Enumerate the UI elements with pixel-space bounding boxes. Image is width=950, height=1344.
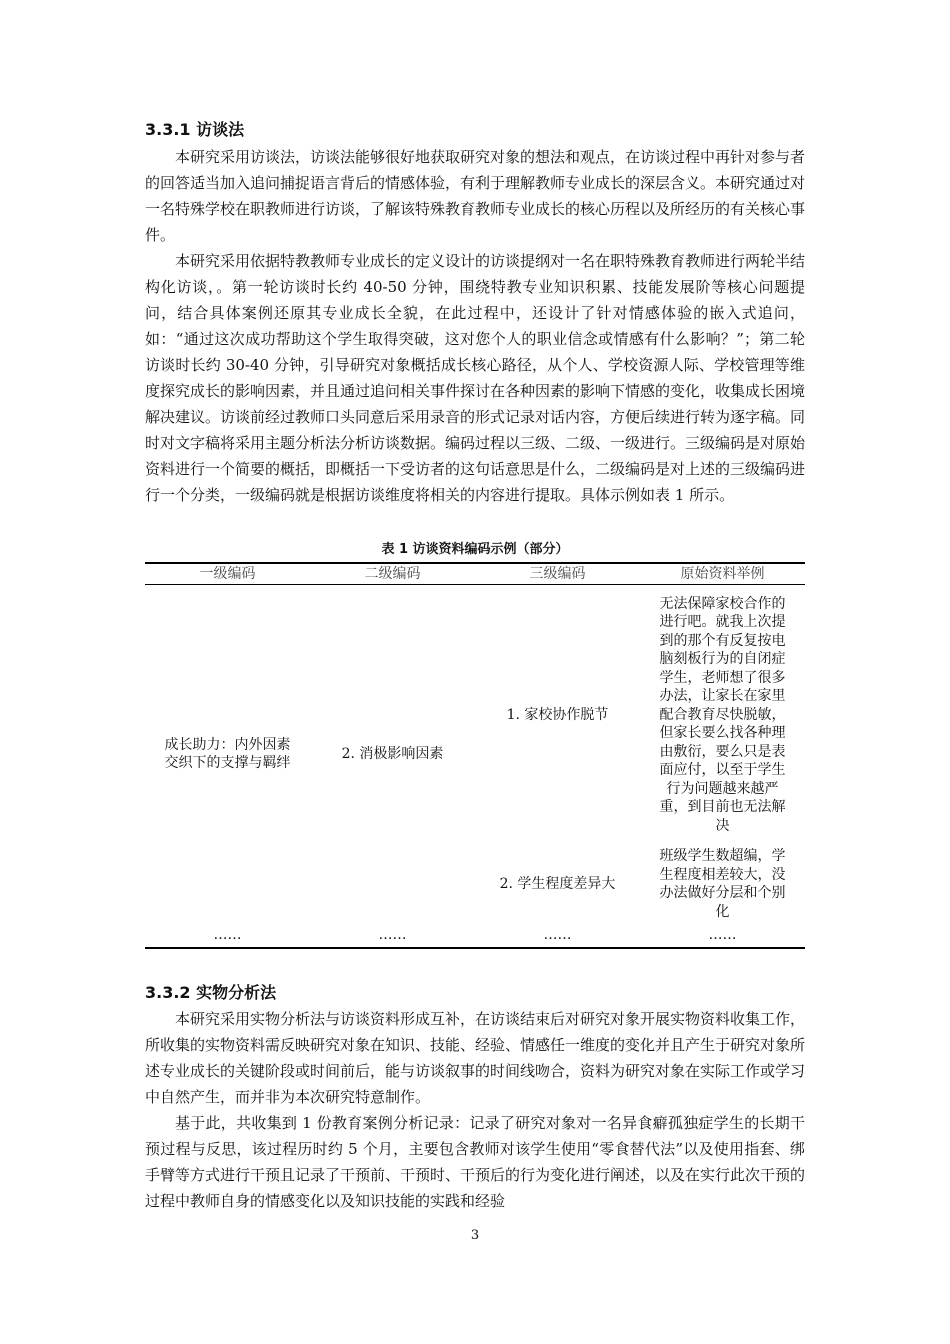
section-heading-interview: 3.3.1 访谈法	[145, 120, 245, 139]
paragraph: 基于此，共收集到 1 份教育案例分析记录：记录了研究对象对一名异食癖孤独症学生的长期干预过程与反思，该过程历时约 5 个月，主要包含教师对该学生使用“零食替代法”以及使用指套、绑手臂等方式进行干预且记录了干预前、干预时、干预后的行为变化进行阐述，以及在实行此次干预的过程中教师自身的情感变化以及知识技能的实践和经验	[145, 1114, 806, 1210]
paragraph: 本研究采用实物分析法与访谈资料形成互补，在访谈结束后对研究对象开展实物资料收集工作，所收集的实物资料需反映研究对象在知识、技能、经验、情感任一维度的变化并且产生于研究对象所述专业成长的关键阶段或时间前后，能与访谈叙事的时间线吻合，资料为研究对象在实际工作或学习中自然产生，而并非为本次研究特意制作。	[145, 1010, 806, 1106]
ellipsis-cell: ……	[640, 923, 805, 948]
coding-table	[145, 562, 805, 949]
table-caption: 表 1 访谈资料编码示例（部分）	[381, 542, 569, 557]
column-header: 一级编码	[145, 563, 310, 585]
ellipsis-cell: ……	[475, 923, 640, 948]
level2-cell: 2. 消极影响因素	[341, 745, 444, 762]
table-row-ellipsis	[145, 923, 805, 948]
paragraph: 本研究采用依据特教教师专业成长的定义设计的访谈提纲对一名在职特殊教育教师进行两轮半结构化访谈，。第一轮访谈时长约 40-50 分钟，围绕特教专业知识积累、技能发展阶等核心问题提问，结合具体案例还原其专业成长全貌，在此过程中，还设计了针对情感体验的嵌入式追问，如：“通过这次成功帮助这个学生取得突破，这对您个人的职业信念或情感有什么影响？”；第二轮访谈时长约 30-40 分钟，引导研究对象概括成长核心路径，从个人、学校资源人际、学校管理等维度探究成长的影响因素，并且通过追问相关事件探讨在各种因素的影响下情感的变化，收集成长困境解决建议。访谈前经过教师口头同意后采用录音的形式记录对话内容，方便后续进行转为逐字稿。同时对文字稿将采用主题分析法分析访谈数据。编码过程以三级、二级、一级进行。三级编码是对原始资料进行一个简要的概括，即概括一下受访者的这句话意思是什么，二级编码是对上述的三级编码进行一个分类，一级编码就是根据访谈维度将相关的内容进行提取。具体示例如表 1 所示。	[145, 252, 806, 504]
ellipsis-cell: ……	[310, 923, 475, 948]
section-heading-artifact: 3.3.2 实物分析法	[145, 983, 277, 1002]
paragraph: 本研究采用访谈法，访谈法能够很好地获取研究对象的想法和观点，在访谈过程中再针对参与者的回答适当加入追问捕捉语言背后的情感体验，有利于理解教师专业成长的深层含义。本研究通过对一名特殊学校在职教师进行访谈，了解该特殊教育教师专业成长的核心历程以及所经历的有关核心事件。	[145, 148, 806, 244]
level3-cell: 1. 家校协作脱节	[506, 706, 609, 723]
column-header: 三级编码	[475, 563, 640, 585]
page-number: 3	[470, 1228, 480, 1243]
raw-data-cell: 无法保障家校合作的进行吧。就我上次提到的那个有反复按电脑刻板行为的自闭症学生，老师想了很多办法，让家长在家里配合教育尽快脱敏，但家长要么找各种理由敷衍，要么只是表面应付，以至于学生行为问题越来越严重，到目前也无法解决	[659, 595, 786, 834]
column-header: 二级编码	[310, 563, 475, 585]
column-header: 原始资料举例	[640, 563, 805, 585]
level1-cell: 成长助力：内外因素交织下的支撑与羁绊	[164, 736, 291, 771]
raw-data-cell: 班级学生数超编，学生程度相差较大，没办法做好分层和个别化	[659, 848, 786, 920]
ellipsis-cell: ……	[145, 923, 310, 948]
table-row	[145, 585, 805, 846]
level3-cell: 2. 学生程度差异大	[499, 875, 616, 892]
table-header-row	[145, 563, 805, 585]
